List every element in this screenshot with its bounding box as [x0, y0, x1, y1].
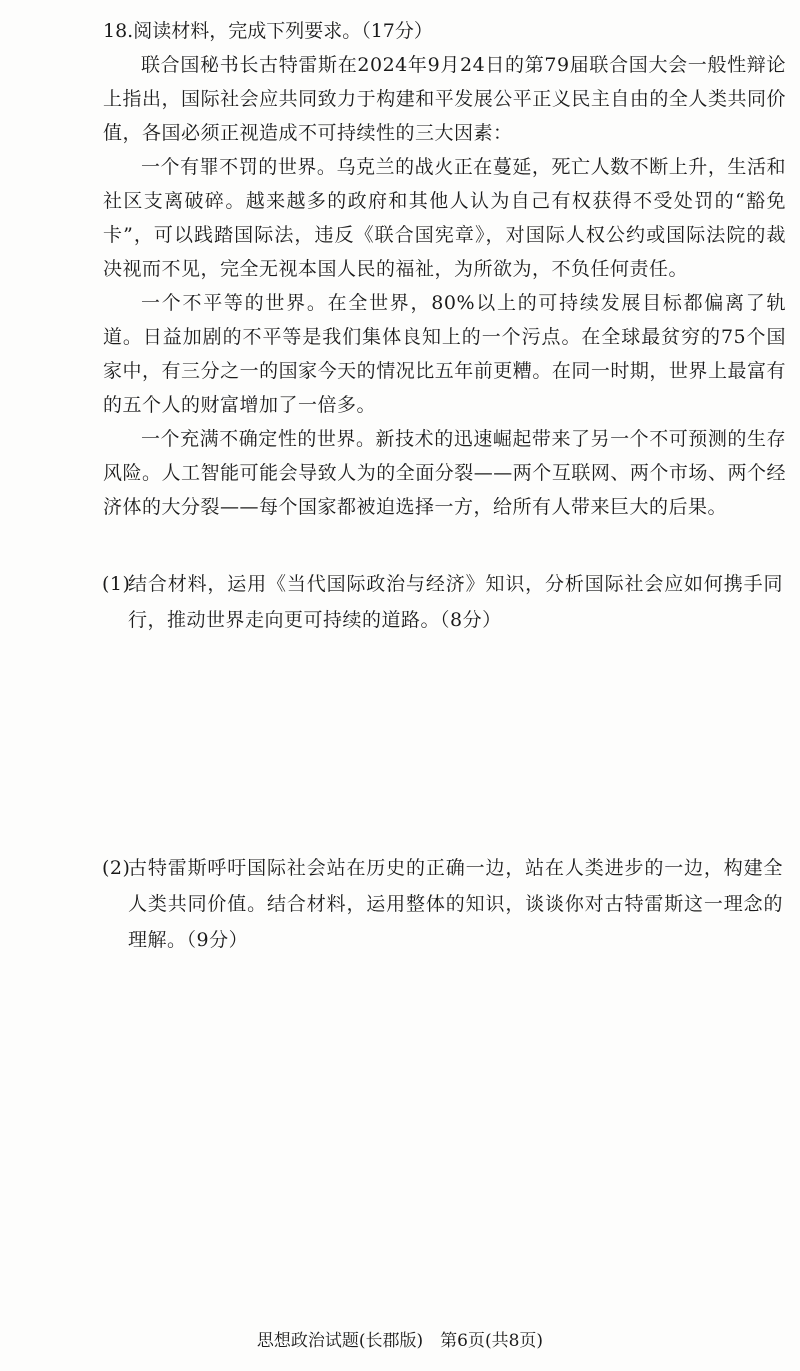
sub-question-2 — [102, 850, 783, 958]
sub-question-number: (2) — [102, 857, 131, 879]
material-paragraph: 一个有罪不罚的世界。乌克兰的战火正在蔓延，死亡人数不断上升，生活和社区支离破碎。越来越多的政府和其他人认为自己有权获得不受处罚的“豁免卡”，可以践踏国际法，违反《联合国宪章》，对国际人权公约或国际法院的裁决视而不见，完全无视本国人民的福祉，为所欲为，不负任何责任。 — [103, 156, 786, 280]
sub-question-number: (1) — [102, 573, 131, 595]
page-footer: 思想政治试题(长郡版) 第6页(共8页) — [256, 1331, 544, 1351]
question-instruction: 阅读材料，完成下列要求。（17分） — [133, 20, 433, 42]
material-paragraph: 一个不平等的世界。在全世界，80%以上的可持续发展目标都偏离了轨道。日益加剧的不平等是我们集体良知上的一个污点。在全球最贫穷的75个国家中，有三分之一的国家今天的情况比五年前更糟。在同一时期，世界上最富有的五个人的财富增加了一倍多。 — [103, 292, 786, 416]
sub-question-text: 结合材料，运用《当代国际政治与经济》知识，分析国际社会应如何携手同行，推动世界走向更可持续的道路。（8分） — [128, 573, 783, 631]
question-number: 18. — [103, 20, 134, 42]
answer-area-2[interactable] — [103, 994, 786, 1314]
answer-area-1[interactable] — [103, 640, 786, 840]
material-passage — [103, 48, 786, 524]
sub-question-1 — [102, 566, 783, 638]
material-paragraph: 一个充满不确定性的世界。新技术的迅速崛起带来了另一个不可预测的生存风险。人工智能可能会导致人为的全面分裂——两个互联网、两个市场、两个经济体的大分裂——每个国家都被迫选择一方，给所有人带来巨大的后果。 — [103, 428, 786, 518]
question-header — [103, 14, 783, 48]
sub-question-text: 古特雷斯呼吁国际社会站在历史的正确一边，站在人类进步的一边，构建全人类共同价值。结合材料，运用整体的知识，谈谈你对古特雷斯这一理念的理解。（9分） — [128, 857, 783, 951]
material-paragraph: 联合国秘书长古特雷斯在2024年9月24日的第79届联合国大会一般性辩论上指出，国际社会应共同致力于构建和平发展公平正义民主自由的全人类共同价值，各国必须正视造成不可持续性的三大因素： — [103, 54, 786, 144]
